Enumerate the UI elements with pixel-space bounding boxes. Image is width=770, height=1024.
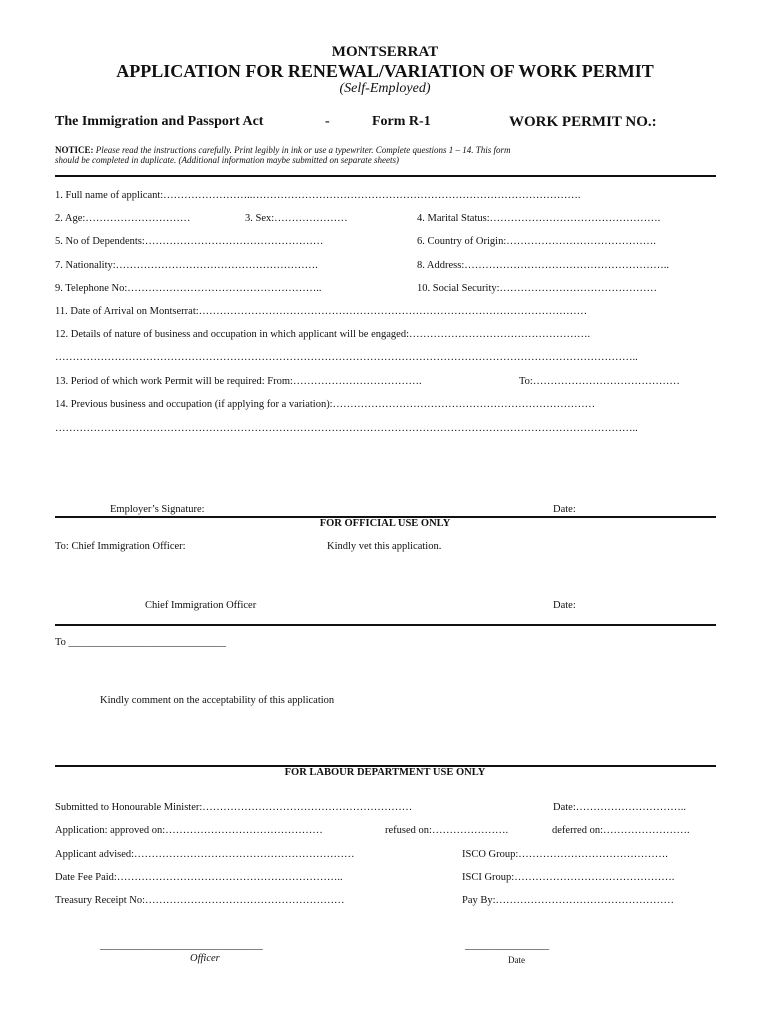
field-pay-by[interactable]: Pay By:…………………………………………… [462,895,675,906]
labour-use-heading: FOR LABOUR DEPARTMENT USE ONLY [284,767,486,778]
official-use-heading: FOR OFFICIAL USE ONLY [319,518,451,529]
field-date-of-arrival[interactable]: 11. Date of Arrival on Montserrat:………………………………………………………………………………………………… [55,306,588,317]
notice-line-2: should be completed in duplicate. (Additional information maybe submitted on separate sheets) [55,155,399,165]
officer-label: Officer [190,953,220,964]
field-isci-group[interactable]: ISCI Group:………………………………………. [462,872,675,883]
field-marital-status[interactable]: 4. Marital Status:…………………………………………. [417,213,661,224]
field-permit-period-from[interactable]: 13. Period of which work Permit will be required: From:………………………………. [55,376,422,387]
notice-text-1: Please read the instructions carefully. Print legibly in ink or use a typewriter. Complete questions 1 – 14. This form [95,145,511,155]
form-title: APPLICATION FOR RENEWAL/VARIATION OF WORK PERMIT [116,61,654,81]
section-divider [55,175,716,177]
field-previous-business-cont[interactable]: ………………………………………………………………………………………………………………………………………………….. [55,423,638,434]
field-dependents[interactable]: 5. No of Dependents:…………………………………………… [55,236,324,247]
field-submitted-to-minister[interactable]: Submitted to Honourable Minister:…………………………………………………… [55,802,413,813]
field-social-security[interactable]: 10. Social Security:……………………………………… [417,283,658,294]
field-country-of-origin[interactable]: 6. Country of Origin:……………………………………. [417,236,656,247]
officer-signature-line[interactable]: _______________________________ [100,940,263,951]
country-heading: MONTSERRAT [331,44,439,60]
to-chief-officer: To: Chief Immigration Officer: [55,541,186,552]
notice-label: NOTICE: [55,145,94,155]
field-nationality[interactable]: 7. Nationality:…………………………………………………. [55,260,318,271]
field-sex[interactable]: 3. Sex:………………… [245,213,348,224]
date-label: Date [508,955,525,965]
field-applicant-advised[interactable]: Applicant advised:……………………………………………………… [55,849,355,860]
act-name: The Immigration and Passport Act [55,114,264,129]
chief-officer-date: Date: [553,600,576,611]
field-permit-period-to[interactable]: To:…………………………………… [519,376,680,387]
field-business-details[interactable]: 12. Details of nature of business and occupation in which applicant will be engaged:……………………………………………. [55,329,591,340]
comment-request: Kindly comment on the acceptability of this application [100,695,335,706]
act-dash: - [325,114,330,129]
field-refused-on[interactable]: refused on:…………………. [385,825,509,836]
form-subtitle: (Self-Employed) [339,81,431,96]
work-permit-number: WORK PERMIT NO.: [509,114,657,130]
field-full-name[interactable]: 1. Full name of applicant:……………………..…………………………………………………………………………………. [55,190,581,201]
field-age[interactable]: 2. Age:………………………… [55,213,191,224]
date-signature-line[interactable]: ________________ [465,940,549,951]
field-telephone[interactable]: 9. Telephone No:……………………………………………….. [55,283,322,294]
field-approved-on[interactable]: Application: approved on:……………………………………… [55,825,323,836]
employer-date-label: Date: [553,504,576,515]
field-treasury-receipt[interactable]: Treasury Receipt No:………………………………………………… [55,895,345,906]
form-number: Form R-1 [372,114,431,129]
field-previous-business[interactable]: 14. Previous business and occupation (if applying for a variation):………………………………………………………………… [55,399,596,410]
field-deferred-on[interactable]: deferred on:……………………. [552,825,690,836]
notice-line-1 [55,145,511,155]
chief-officer-signature: Chief Immigration Officer [145,600,257,611]
employer-signature-label: Employer’s Signature: [110,504,205,515]
field-isco-group[interactable]: ISCO Group:……………………………………. [462,849,668,860]
referral-divider [55,624,716,626]
field-business-details-cont[interactable]: ………………………………………………………………………………………………………………………………………………….. [55,352,638,363]
field-address[interactable]: 8. Address:………………………………………………….. [417,260,669,271]
referral-to-line[interactable]: To ______________________________ [55,637,227,648]
field-submitted-date[interactable]: Date:………………………….. [553,802,686,813]
kindly-vet-text: Kindly vet this application. [327,541,442,552]
field-date-fee-paid[interactable]: Date Fee Paid:……………………………………………………….. [55,872,343,883]
